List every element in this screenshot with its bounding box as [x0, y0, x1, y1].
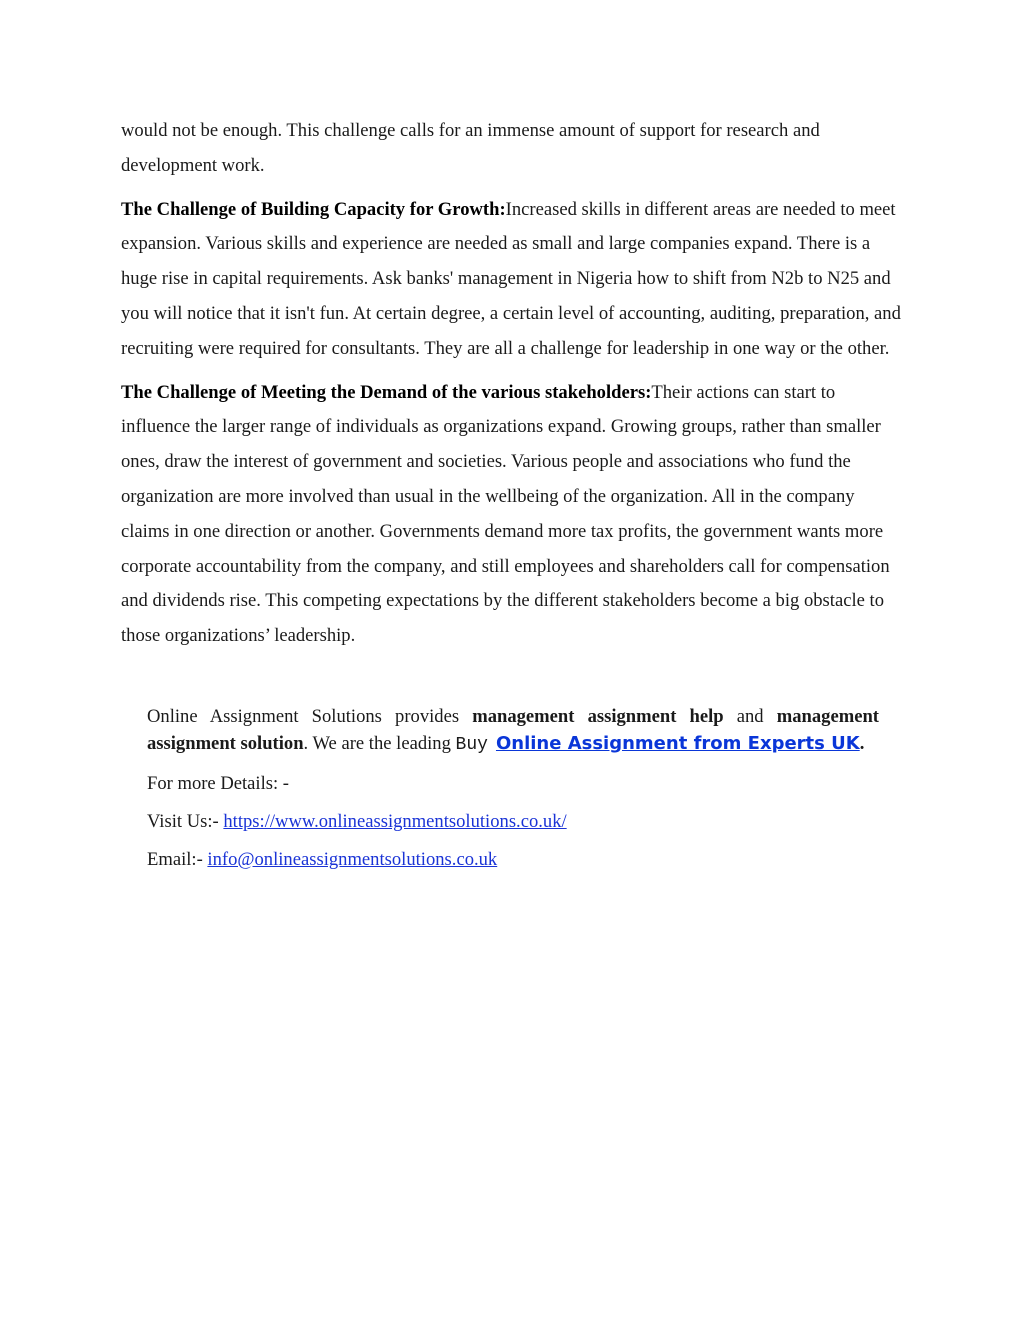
- visit-line: [147, 808, 879, 835]
- email-label: Email:-: [147, 849, 208, 870]
- email-link[interactable]: info@onlineassignmentsolutions.co.uk: [207, 849, 498, 870]
- promo-prefix: Online Assignment Solutions provides: [147, 706, 473, 727]
- details-label: For more Details: -: [147, 773, 290, 794]
- intro-paragraph: would not be enough. This challenge calls for an immense amount of support for research and development work.: [121, 120, 820, 176]
- footer-section: [147, 703, 879, 873]
- buy-assignment-link[interactable]: Online Assignment from Experts UK: [495, 733, 860, 754]
- promo-middle: . We are the leading: [303, 733, 456, 754]
- stakeholders-body: Their actions can start to influence the larger range of individuals as organizations expand. Growing groups, rather than smaller ones, draw the interest of government and societies. Various people and associations who fund the organization are more involved than usual in the wellbeing of the organization. All in the company claims in one direction or another. Governments demand more tax profits, the government wants more corporate accountability from the company, and still employees and shareholders call for compensation and dividends rise. This competing expectations by the different stakeholders become a big obstacle to those organizations’ leadership.: [121, 381, 890, 647]
- promo-end: .: [859, 733, 865, 754]
- capacity-body: Increased skills in different areas are needed to meet expansion. Various skills and experience are needed as small and large companies expand. There is a huge rise in capital requirements. Ask banks' management in Nigeria how to shift from N2b to N25 and you will notice that it isn't fun. At certain degree, a certain level of accounting, auditing, preparation, and recruiting were required for consultants. They are all a challenge for leadership in one way or the other.: [121, 198, 901, 359]
- visit-label: Visit Us:-: [147, 811, 224, 832]
- capacity-heading: The Challenge of Building Capacity for Growth:: [121, 198, 506, 220]
- promo-bold-solution: management assignment solution: [147, 706, 879, 754]
- promo-and: and: [723, 706, 777, 727]
- email-line: [147, 846, 879, 873]
- promo-paragraph: [147, 703, 879, 759]
- document-body: [121, 114, 901, 663]
- stakeholders-heading: The Challenge of Meeting the Demand of the various stakeholders:: [121, 381, 652, 403]
- promo-bold-help: management assignment help: [472, 706, 724, 727]
- capacity-paragraph: [121, 193, 901, 367]
- promo-buy: Buy: [455, 735, 488, 755]
- stakeholders-paragraph: [121, 376, 901, 654]
- website-link[interactable]: https://www.onlineassignmentsolutions.co.uk/: [223, 811, 567, 832]
